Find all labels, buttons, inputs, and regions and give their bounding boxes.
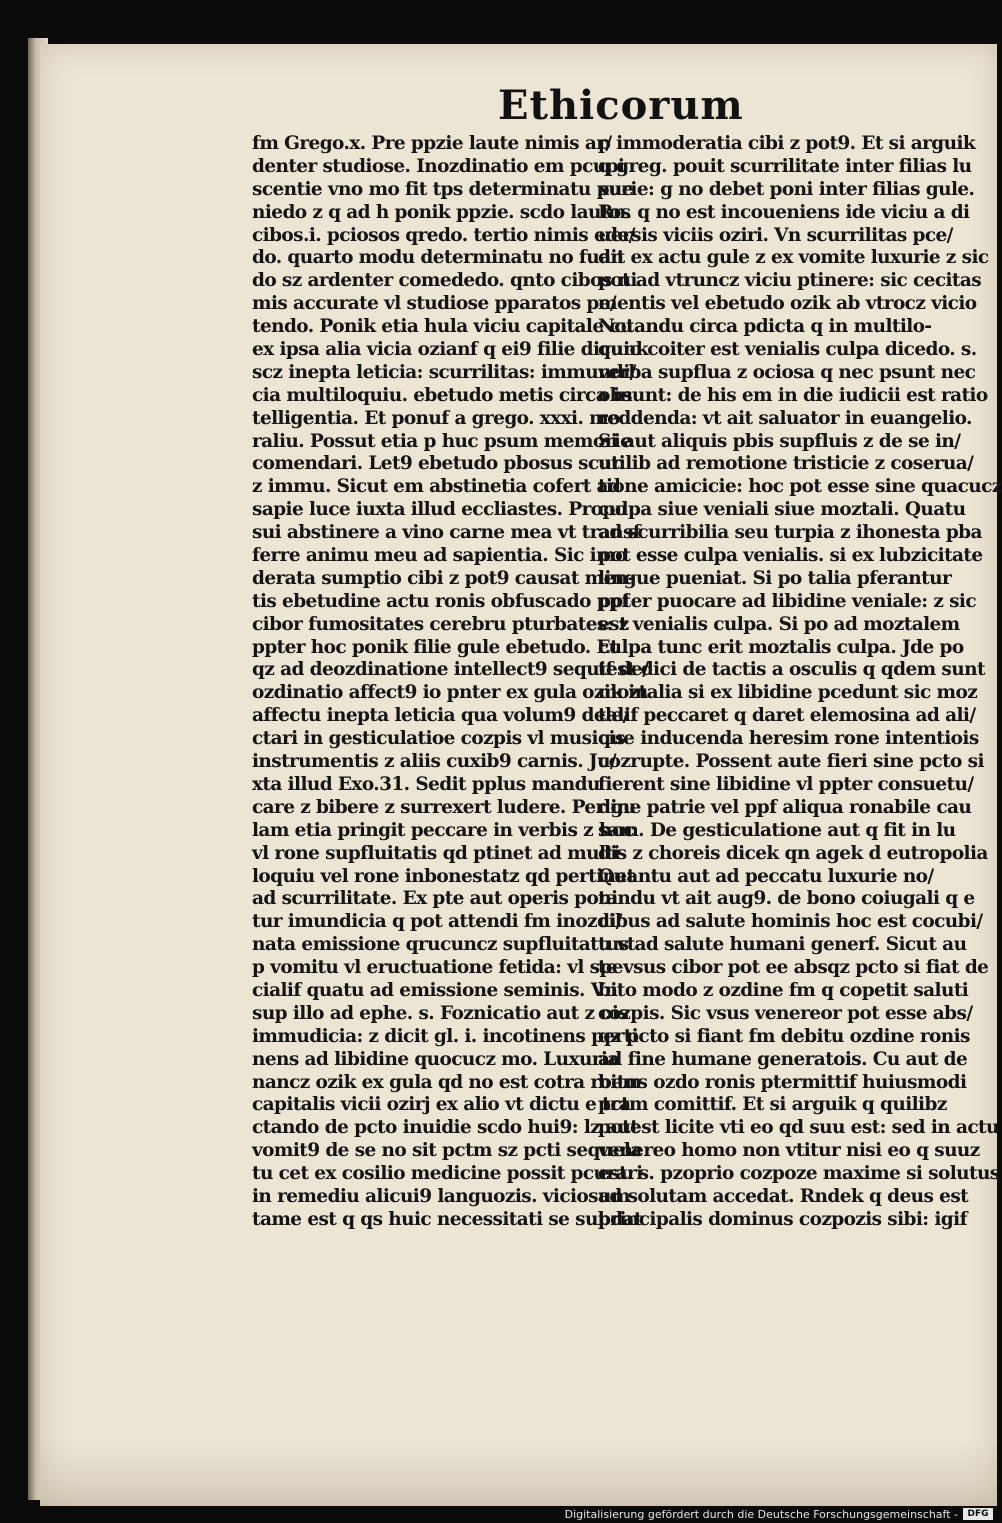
text-line: ferre animu meu ad sapientia. Sic imo bbox=[252, 545, 627, 567]
text-line: p immoderatia cibi z pot9. Et si arguik bbox=[598, 133, 976, 154]
text-line: ctari in gesticulatioe cozpis vl musicis bbox=[252, 728, 625, 750]
text-line: q greg. pouit scurrilitate inter filias lu bbox=[598, 155, 972, 177]
text-line: vl rone supfluitatis qd ptinet ad multi bbox=[252, 842, 620, 864]
text-line: Rn. q no est incoueniens ide viciu a di bbox=[598, 201, 970, 223]
text-line: lam etia pringit peccare in verbis z hoc bbox=[252, 819, 635, 841]
text-line: comendari. Let9 ebetudo pbosus scur. bbox=[252, 453, 625, 475]
text-line: dis z choreis dicek qn agek d eutropolia bbox=[598, 842, 988, 864]
text-line: est venialis culpa. Si po ad moztalem bbox=[598, 613, 960, 635]
text-line: ozdinatio affect9 io pnter ex gula ozik in bbox=[252, 682, 648, 704]
text-line: ppter hoc ponik filie gule ebetudo. Et bbox=[252, 636, 618, 658]
text-line: cozpis. Sic vsus venereor pot esse abs/ bbox=[598, 1002, 973, 1024]
text-line: affectu inepta leticia qua volum9 dele/ bbox=[252, 705, 629, 727]
text-line: sup illo ad ephe. s. Foznicatio aut z ois bbox=[252, 1002, 629, 1024]
text-line: ad fine humane generatois. Cu aut de bbox=[598, 1048, 968, 1070]
text-line: scz inepta leticia: scurrilitas: immundi/ bbox=[252, 361, 636, 383]
text-line: potest licite vti eo qd suu est: sed in actu bbox=[598, 1117, 999, 1139]
text-line: ex ipsa alia vicia ozianf q ei9 filie dicunk bbox=[252, 339, 649, 361]
text-line: tus ad salute humani generf. Sicut au bbox=[598, 934, 967, 956]
text-line: loquiu vel rone inbonestatz qd pertinet bbox=[252, 865, 635, 887]
text-line: sui abstinere a vino carne mea vt transf bbox=[252, 522, 641, 544]
text-line: verba supflua z ociosa q nec psunt nec bbox=[598, 361, 976, 383]
text-line: pot ad vtruncz viciu ptinere: sic cecitas bbox=[598, 270, 982, 292]
text-line: do sz ardenter comededo. qnto cibos ni bbox=[252, 270, 637, 292]
text-line: quio coiter est venialis culpa dicedo. s. bbox=[598, 339, 977, 361]
text-line: tandu vt ait aug9. de bono coiugali q e bbox=[598, 888, 975, 910]
text-line: sapie luce iuxta illud eccliastes. Propo bbox=[252, 499, 627, 521]
text-line: cia multiloquiu. ebetudo metis circa in bbox=[252, 384, 633, 406]
text-line: mis accurate vl studiose pparatos pe/ bbox=[252, 293, 617, 315]
text-line: fm Grego.x. Pre ppzie laute nimis ar/ bbox=[252, 133, 612, 154]
text-line: qz ad deozdinatione intellect9 sequif de/ bbox=[252, 659, 649, 681]
text-line: moztalia si ex libidine pcedunt sic moz bbox=[598, 682, 978, 704]
text-line: immudicia: z dicit gl. i. incotinens perti bbox=[252, 1025, 639, 1047]
text-line: tur imundicia q pot attendi fm inozdi/ bbox=[252, 911, 622, 933]
text-line: Si aut aliquis pbis supfluis z de se in/ bbox=[598, 430, 961, 452]
page-lower-shading bbox=[40, 1440, 997, 1506]
text-line: in remediu alicui9 languozis. viciosum bbox=[252, 1185, 630, 1207]
dfg-logo: DFG bbox=[963, 1508, 993, 1520]
text-line: dine patrie vel ppf aliqua ronabile cau bbox=[598, 796, 972, 818]
text-line: tendo. Ponik etia hula viciu capitale cu bbox=[252, 316, 633, 338]
text-line: derata sumptio cibi z pot9 causat men- bbox=[252, 567, 635, 589]
text-line: culpa tunc erit moztalis culpa. Jde po bbox=[598, 636, 964, 658]
text-line: lingue pueniat. Si po talia pferantur bbox=[598, 567, 952, 589]
text-line: principalis dominus cozpozis sibi: igif bbox=[598, 1208, 967, 1230]
text-line: cibos.i. pciosos qredo. tertio nimis ede/ bbox=[252, 224, 635, 246]
text-line: capitalis vicii ozirj ex alio vt dictu e tra bbox=[252, 1094, 631, 1116]
text-line: tis ebetudine actu ronis obfuscado ppf bbox=[252, 590, 629, 612]
text-line: nens ad libidine quocucz mo. Luxuria bbox=[252, 1048, 619, 1070]
text-line: que inducenda heresim rone intentiois bbox=[598, 728, 979, 750]
text-line: te vsus cibor pot ee absqz pcto si fiat de bbox=[598, 957, 989, 979]
text-line: tame est q qs huic necessitati se subdat bbox=[252, 1208, 642, 1230]
text-line: instrumentis z aliis cuxib9 carnis. Ju/ bbox=[252, 751, 617, 773]
running-head: Ethicorum bbox=[498, 82, 744, 129]
text-line: denter studiose. Inozdinatio em pcupi bbox=[252, 155, 625, 177]
text-line: talif peccaret q daret elemosina ad ali/ bbox=[598, 705, 976, 727]
text-line: p vomitu vl eructuatione fetida: vl spe bbox=[252, 957, 623, 979]
text-line: ad solutam accedat. Rndek q deus est bbox=[598, 1185, 969, 1207]
text-line: vomit9 de se no sit pctm sz pcti sequela bbox=[252, 1140, 642, 1162]
text-line: tu cet ex cosilio medicine possit pcurari bbox=[252, 1163, 643, 1185]
text-line: bitus ozdo ronis ptermittif huiusmodi bbox=[598, 1071, 967, 1093]
text-line: dit ex actu gule z ex vomite luxurie z sic bbox=[598, 247, 989, 269]
text-line: xta illud Exo.31. Sedit pplus mandu bbox=[252, 773, 600, 795]
text-line: z immu. Sicut em abstinetia cofert ad bbox=[252, 476, 621, 498]
text-line: care z bibere z surrexert ludere. Per gu bbox=[252, 796, 636, 818]
text-line: ad scurrilitate. Ex pte aut operis poni bbox=[252, 888, 618, 910]
text-line: ppter puocare ad libidine veniale: z sic bbox=[598, 590, 977, 612]
text-line: pctm comittif. Et si arguik q quilibz bbox=[598, 1094, 947, 1116]
text-line: cibor fumositates cerebru pturbates: z bbox=[252, 613, 629, 635]
text-line: mentis vel ebetudo ozik ab vtrocz vicio bbox=[598, 293, 977, 315]
text-line: qz pcto si fiant fm debitu ozdine ronis bbox=[598, 1025, 970, 1047]
text-line: telligentia. Et ponuf a grego. xxxi. mo bbox=[252, 407, 620, 429]
text-line: nancz ozik ex gula qd no est cotra roem bbox=[252, 1071, 642, 1093]
text-line: nata emissione qrucuncz supfluitatu vt bbox=[252, 934, 635, 956]
text-line: niedo z q ad h ponik ppzie. scdo lautos bbox=[252, 201, 631, 223]
text-line: venereo homo non vtitur nisi eo q suuz bbox=[598, 1140, 980, 1162]
text-line: tione amicicie: hoc pot esse sine quacucz bbox=[598, 476, 1002, 498]
text-line: ctando de pcto inuidie scdo hui9: lz aut bbox=[252, 1117, 639, 1139]
text-line: scentie vno mo fit tps determinatu pue bbox=[252, 178, 633, 200]
text-line: ad scurribilia seu turpia z ihonesta pba bbox=[598, 522, 982, 544]
text-line: sam. De gesticulatione aut q fit in lu bbox=[598, 819, 956, 841]
text-line: pot esse culpa venialis. si ex lubzicitate bbox=[598, 545, 983, 567]
text-line: fierent sine libidine vl ppter consuetu/ bbox=[598, 773, 974, 795]
text-line: Notandu circa pdicta q in multilo- bbox=[598, 316, 932, 338]
text-line: do. quarto modu determinatu no fuan bbox=[252, 247, 624, 269]
text-line: cialif quatu ad emissione seminis. Vn bbox=[252, 979, 618, 1001]
text-line: reddenda: vt ait saluator in euangelio. bbox=[598, 407, 972, 429]
text-line: xurie: g no debet poni inter filias gule. bbox=[598, 178, 975, 200]
right-text-column bbox=[598, 133, 1002, 1232]
text-line: cibus ad salute hominis hoc est cocubi/ bbox=[598, 911, 983, 933]
digitization-credit: Digitalisierung gefördert durch die Deutsche Forschungsgemeinschaft - bbox=[564, 1508, 958, 1521]
left-text-column bbox=[252, 133, 649, 1232]
text-line: cozrupte. Possent aute fieri sine pcto si bbox=[598, 751, 984, 773]
text-line: uersis viciis oziri. Vn scurrilitas pce/ bbox=[598, 224, 953, 246]
text-line: utilib ad remotione tristicie z coserua/ bbox=[598, 453, 974, 475]
text-line: obsunt: de his em in die iudicii est ratio bbox=[598, 384, 988, 406]
text-line: bito modo z ozdine fm q copetit saluti bbox=[598, 979, 969, 1001]
text-line: test dici de tactis a osculis q qdem sunt bbox=[598, 659, 985, 681]
text-line: est. s. pzoprio cozpoze maxime si solutus bbox=[598, 1163, 1000, 1185]
text-line: culpa siue veniali siue moztali. Quatu bbox=[598, 499, 966, 521]
text-line: raliu. Possut etia p huc psum memorie bbox=[252, 430, 632, 452]
text-line: Quantu aut ad peccatu luxurie no/ bbox=[598, 865, 934, 887]
